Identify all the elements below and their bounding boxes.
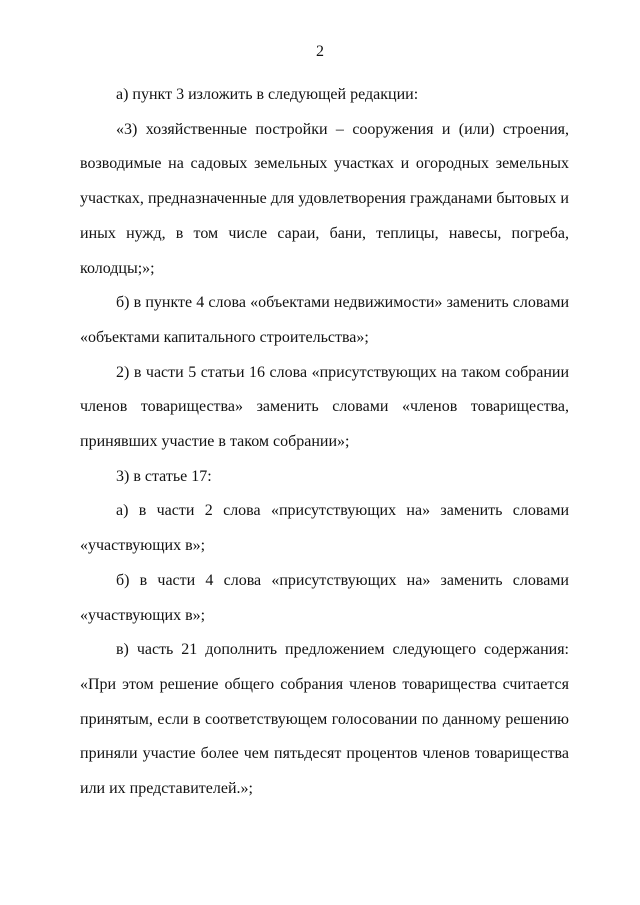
paragraph-article-17-part-4: б) в части 4 слова «присутствующих на» заменить словами «участвующих в»; — [80, 571, 569, 624]
paragraph-item-b-point-4: б) в пункте 4 слова «объектами недвижимости» заменить словами «объектами капитального строительства»; — [80, 294, 569, 346]
page-number: 2 — [316, 43, 324, 60]
document-body — [80, 78, 569, 807]
paragraph-article-17: 3) в статье 17: — [116, 467, 212, 485]
paragraph-article-16: 2) в части 5 статьи 16 слова «присутствующих на таком собрании членов товарищества» заменить словами «членов товарищества, принявших участие в таком собрании»; — [80, 363, 569, 451]
paragraph-article-17-part-21: в) часть 21 дополнить предложением следующего содержания: «При этом решение общего собрания членов товарищества считается принятым, если в соответствующем голосовании по данному решению приняли участие более чем пятьдесят процентов членов товарищества или их представителей.»; — [80, 641, 569, 798]
paragraph-outbuildings-definition: «3) хозяйственные постройки – сооружения и (или) строения, возводимые на садовых земельных участках и огородных земельных участках, предназначенные для удовлетворения гражданами бытовых и иных нужд, в том числе сараи, бани, теплицы, навесы, погреба, колодцы;»; — [80, 120, 569, 277]
paragraph-item-a-point-3: а) пункт 3 изложить в следующей редакции: — [116, 86, 419, 103]
paragraph-article-17-part-2: а) в части 2 слова «присутствующих на» заменить словами «участвующих в»; — [80, 502, 569, 555]
